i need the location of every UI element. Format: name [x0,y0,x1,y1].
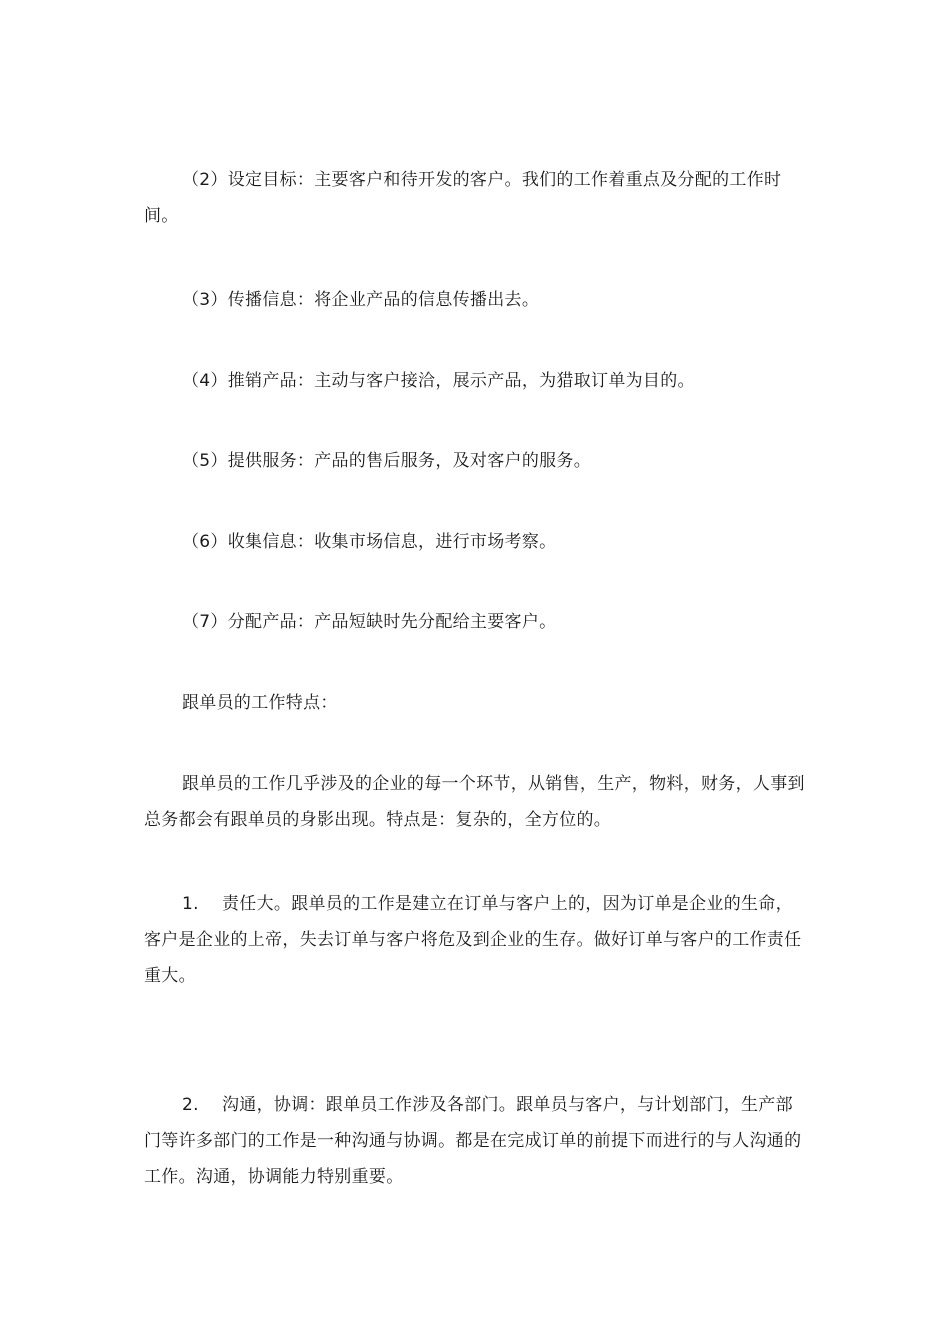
list-number: 1. [182,894,199,914]
list-text: 责任大。跟单员的工作是建立在订单与客户上的，因为订单是企业的生命，客户是企业的上帝，失去订单与客户将危及到企业的生存。做好订单与客户的工作责任重大。 [144,894,802,986]
list-text: 沟通，协调：跟单员工作涉及各部门。跟单员与客户，与计划部门，生产部门等许多部门的工作是一种沟通与协调。都是在完成订单的前提下而进行的与人沟通的工作。沟通，协调能力特别重要。 [144,1095,802,1187]
paragraph-provide-service: （5）提供服务：产品的售后服务，及对客户的服务。 [182,451,592,471]
paragraph-spread-info: （3）传播信息：将企业产品的信息传播出去。 [182,290,540,310]
list-item-responsibility [144,886,810,994]
paragraph-set-goals: （2）设定目标：主要客户和待开发的客户。我们的工作着重点及分配的工作时间。 [144,170,782,226]
section-heading-work-features: 跟单员的工作特点： [182,693,338,713]
paragraph-allocate-products: （7）分配产品：产品短缺时先分配给主要客户。 [182,612,557,632]
paragraph-work-overview: 跟单员的工作几乎涉及的企业的每一个环节，从销售，生产，物料，财务，人事到总务都会有跟单员的身影出现。特点是：复杂的，全方位的。 [144,774,805,830]
list-item-communication [144,1087,810,1195]
list-number: 2. [182,1095,199,1115]
paragraph-promote-products: （4）推销产品：主动与客户接洽，展示产品，为猎取订单为目的。 [182,371,695,391]
paragraph-collect-info: （6）收集信息：收集市场信息，进行市场考察。 [182,532,557,552]
